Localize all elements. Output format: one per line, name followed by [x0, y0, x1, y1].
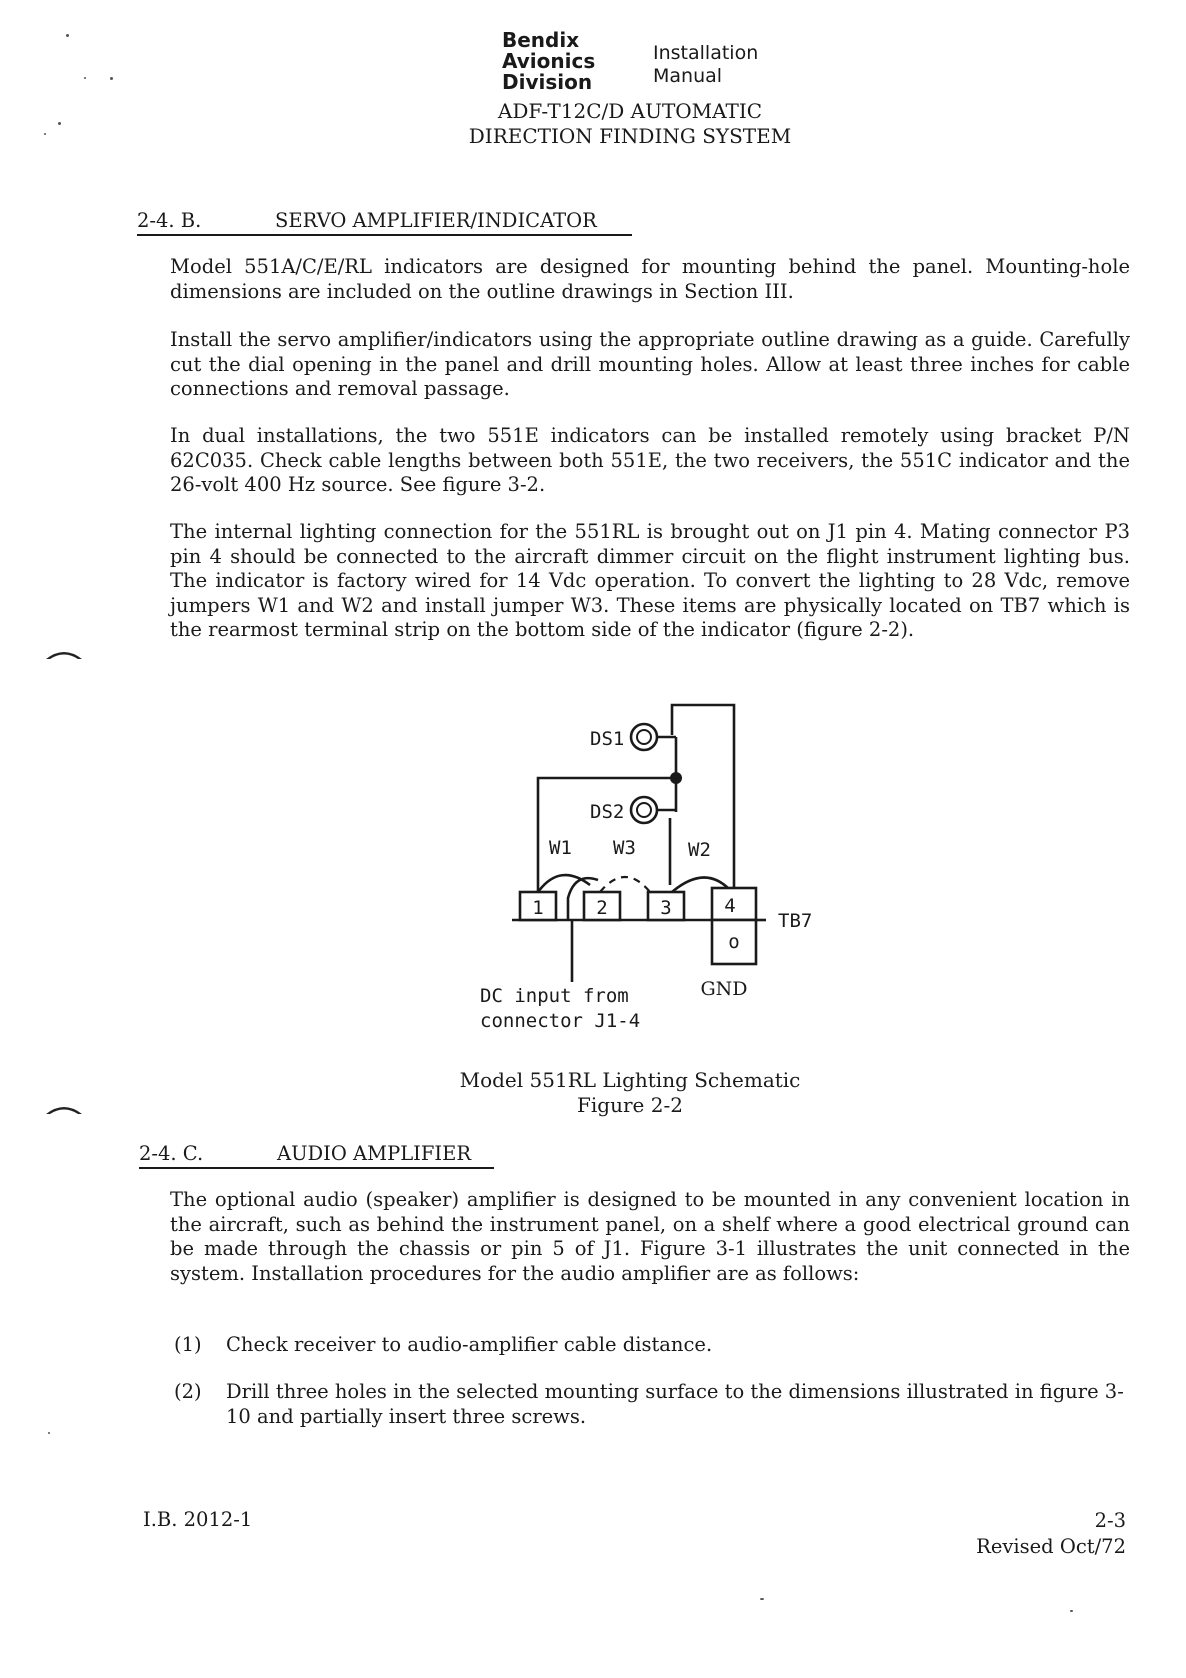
- brand-line-1: Bendix: [502, 28, 580, 52]
- section-b-paragraph-3: In dual installations, the two 551E indicators can be installed remotely using bracket P/N 62C035. Check cable lengths between both 551E, the two receivers, the 551C indicator and the 26-volt 400 Hz source. See figure 3-2.: [170, 424, 1130, 496]
- scan-speck: [44, 133, 46, 135]
- label-terminal-3: 3: [660, 897, 672, 919]
- document-title: [430, 99, 830, 149]
- label-dc-input-2: connector J1-4: [480, 1010, 641, 1032]
- section-c-number: 2-4. C.: [139, 1142, 204, 1165]
- brand-block: [502, 30, 595, 93]
- manual-label: [653, 42, 758, 88]
- section-c-heading: [139, 1142, 494, 1169]
- manual-line-2: Manual: [653, 65, 723, 87]
- label-gnd: GND: [700, 978, 748, 1000]
- page-footer-right: [976, 1508, 1126, 1560]
- label-terminal-2: 2: [596, 897, 608, 919]
- binder-hole-mark: [44, 1102, 84, 1116]
- section-b-paragraph-1: Model 551A/C/E/RL indicators are designed for mounting behind the panel. Mounting-hole dimensions are included on the outline drawings in Section III.: [170, 255, 1130, 303]
- section-c-paragraph: The optional audio (speaker) amplifier is designed to be mounted in any convenient location in the aircraft, such as behind the instrument panel, on a shelf where a good electrical ground can be made through the chassis or pin 5 of J1. Figure 3-1 illustrates the unit connected in the system. Installation procedures for the audio amplifier are as follows:: [170, 1188, 1130, 1285]
- figure-caption: [420, 1068, 840, 1118]
- title-line-1: ADF-T12C/D AUTOMATIC: [497, 99, 763, 123]
- scan-speck: [48, 1432, 50, 1434]
- label-terminal-1: 1: [532, 897, 544, 919]
- scan-speck: [760, 1598, 764, 1600]
- label-ds1: DS1: [590, 728, 625, 750]
- binder-hole-mark: [44, 647, 84, 661]
- revision-date: Revised Oct/72: [976, 1535, 1126, 1558]
- document-number: I.B. 2012-1: [143, 1508, 253, 1531]
- section-b-title: SERVO AMPLIFIER/INDICATOR: [275, 209, 597, 232]
- section-b-paragraph-2: Install the servo amplifier/indicators using the appropriate outline drawing as a guide. Carefully cut the dial opening in the panel and drill mounting holes. Allow at least three inches for cable connections and removal passage.: [170, 328, 1130, 400]
- scan-speck: [110, 77, 113, 80]
- section-c-title: AUDIO AMPLIFIER: [277, 1142, 472, 1165]
- scan-speck: [1070, 1610, 1073, 1612]
- label-terminal-4: 4: [724, 895, 736, 917]
- label-w2: W2: [688, 839, 711, 861]
- w3-jumper: [600, 877, 650, 892]
- figure-caption-number: Figure 2-2: [577, 1093, 683, 1117]
- scan-speck: [84, 77, 86, 79]
- page-number: 2-3: [1094, 1509, 1126, 1532]
- list-item: [174, 1333, 1130, 1358]
- step-number: (2): [174, 1380, 202, 1403]
- section-b-paragraph-4: The internal lighting connection for the 551RL is brought out on J1 pin 4. Mating connector P3 pin 4 should be connected to the aircraft dimmer circuit on the flight instrument lighting bus. The indicator is factory wired for 14 Vdc operation. To convert the lighting to 28 Vdc, remove jumpers W1 and W2 and install jumper W3. These items are physically located on TB7 which is the rearmost terminal strip on the bottom side of the indicator (figure 2-2).: [170, 520, 1130, 641]
- lamp-ds2-symbol: [631, 797, 657, 823]
- list-item: [174, 1380, 1130, 1429]
- step-text: Check receiver to audio-amplifier cable distance.: [226, 1333, 713, 1356]
- step-number: (1): [174, 1333, 202, 1356]
- brand-line-3: Division: [502, 70, 593, 94]
- title-line-2: DIRECTION FINDING SYSTEM: [468, 124, 792, 148]
- section-b-heading: [137, 209, 632, 236]
- label-w1: W1: [549, 837, 572, 859]
- label-tb7: TB7: [778, 910, 813, 932]
- label-dc-input-1: DC input from: [480, 985, 629, 1007]
- figure-caption-title: Model 551RL Lighting Schematic: [459, 1068, 801, 1092]
- label-ds2: DS2: [590, 801, 625, 823]
- label-ground-terminal: o: [728, 931, 740, 953]
- section-b-number: 2-4. B.: [137, 209, 202, 232]
- lamp-ds1-symbol: [631, 724, 657, 750]
- label-w3: W3: [613, 837, 636, 859]
- step-text: Drill three holes in the selected mounting surface to the dimensions illustrated in figure 3-10 and partially insert three screws.: [226, 1380, 1124, 1428]
- scan-speck: [58, 122, 61, 125]
- junction-dot: [670, 772, 682, 784]
- scan-speck: [66, 34, 69, 37]
- lighting-schematic: [440, 690, 820, 1050]
- brand-line-2: Avionics: [502, 49, 596, 73]
- manual-line-1: Installation: [653, 42, 759, 64]
